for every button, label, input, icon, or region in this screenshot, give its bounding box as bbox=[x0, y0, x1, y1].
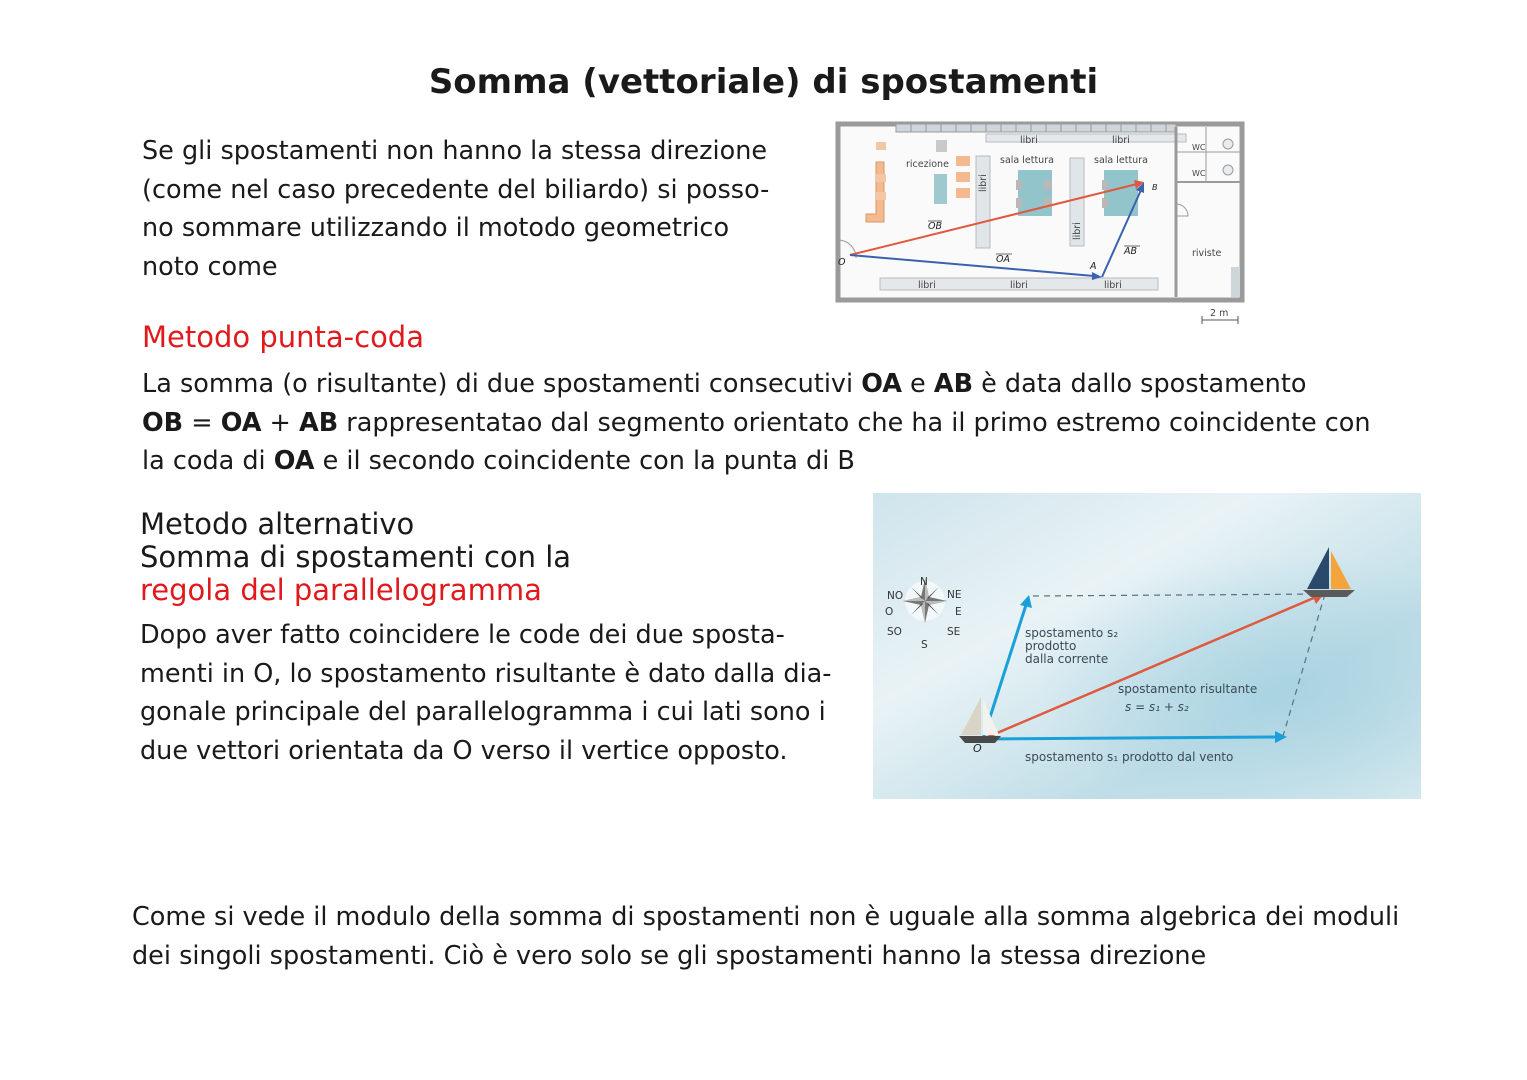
method2-line: gonale principale del parallelogramma i cui lati sono i bbox=[140, 697, 826, 727]
label-riviste: riviste bbox=[1192, 248, 1222, 259]
vector-s1-line bbox=[983, 737, 1278, 739]
label-ricezione: ricezione bbox=[906, 159, 949, 170]
label-vector-oa: OA bbox=[996, 254, 1010, 265]
label-libri-vertical: libri bbox=[978, 174, 989, 192]
label-current-2: prodotto bbox=[1025, 639, 1077, 653]
compass-o: O bbox=[885, 606, 894, 618]
wc-fixture bbox=[1223, 165, 1233, 175]
window-strip bbox=[1231, 267, 1240, 297]
label-wc: WC bbox=[1192, 143, 1206, 152]
chair-shape bbox=[956, 188, 970, 198]
method2-line: due vettori orientata da O verso il vertice opposto. bbox=[140, 735, 788, 766]
bookshelf bbox=[976, 156, 990, 248]
chair-shape bbox=[876, 174, 886, 182]
compass-ne: NE bbox=[947, 589, 962, 601]
conclusion-line: Come si vede il modulo della somma di spostamenti non è uguale alla somma algebrica dei moduli bbox=[132, 902, 1400, 932]
method1-line: la coda di OA e il secondo coincidente con la punta di B bbox=[142, 446, 855, 476]
label-current-1: spostamento s₂ bbox=[1025, 626, 1119, 640]
label-sala-lettura: sala lettura bbox=[1000, 155, 1054, 166]
label-point-o: O bbox=[838, 257, 846, 268]
chair-shape bbox=[876, 192, 886, 200]
label-libri: libri bbox=[1010, 280, 1028, 291]
page-title: Somma (vettoriale) di spostamenti bbox=[428, 62, 1099, 102]
compass-se: SE bbox=[947, 626, 961, 638]
label-wc: WC bbox=[1192, 169, 1206, 178]
method2-paragraph bbox=[140, 616, 850, 770]
intro-line: (come nel caso precedente del biliardo) si posso- bbox=[142, 174, 770, 205]
intro-line: Se gli spostamenti non hanno la stessa direzione bbox=[142, 136, 768, 166]
wc-fixture bbox=[1223, 139, 1233, 149]
label-libri: libri bbox=[1020, 135, 1038, 146]
method1-line: OB = OA + AB rappresentatao dal segmento orientato che ha il primo estremo coincidente con bbox=[142, 407, 1371, 438]
chair-shape bbox=[956, 156, 970, 166]
compass-no: NO bbox=[887, 590, 904, 602]
compass-n: N bbox=[920, 576, 928, 588]
intro-line: no sommare utilizzando il motodo geometrico bbox=[142, 213, 730, 243]
label-libri: libri bbox=[1112, 135, 1130, 146]
label-sala-lettura: sala lettura bbox=[1094, 155, 1148, 166]
label-vector-ob: OB bbox=[928, 221, 942, 232]
intro-line: noto come bbox=[142, 251, 278, 282]
label-libri: libri bbox=[1104, 280, 1122, 291]
reception-counter bbox=[934, 174, 947, 204]
compass-e: E bbox=[955, 606, 962, 618]
method1-paragraph bbox=[142, 365, 1482, 481]
conclusion-paragraph bbox=[132, 898, 1472, 975]
method1-heading: Metodo punta-coda bbox=[142, 320, 424, 354]
label-point-b: B bbox=[1152, 183, 1158, 192]
label-result-1: spostamento risultante bbox=[1118, 682, 1258, 696]
method1-line: La somma (o risultante) di due spostamenti consecutivi OA e AB è data dallo spostamento bbox=[142, 369, 1307, 399]
library-floorplan-figure bbox=[836, 122, 1244, 330]
chair-shape bbox=[936, 140, 947, 152]
label-current-3: dalla corrente bbox=[1025, 652, 1109, 666]
chair-shape bbox=[876, 142, 886, 150]
label-wind: spostamento s₁ prodotto dal vento bbox=[1025, 750, 1234, 764]
label-vector-ab: AB bbox=[1124, 246, 1138, 257]
label-origin: O bbox=[973, 742, 982, 755]
compass-s: S bbox=[921, 639, 928, 651]
compass-so: SO bbox=[887, 626, 902, 638]
label-point-a: A bbox=[1090, 261, 1097, 272]
label-result-2: s = s₁ + s₂ bbox=[1125, 700, 1189, 714]
method2-line: menti in O, lo spostamento risultante è dato dalla dia- bbox=[140, 658, 832, 689]
label-libri: libri bbox=[918, 280, 936, 291]
method2-heading-line: Somma di spostamenti con la bbox=[140, 540, 572, 574]
method2-heading-line: Metodo alternativo bbox=[140, 507, 415, 541]
label-libri-vertical: libri bbox=[1072, 222, 1083, 240]
top-shelf bbox=[986, 134, 1186, 142]
method2-heading-line: regola del parallelogramma bbox=[140, 573, 542, 607]
parallelogram-sea-figure bbox=[873, 493, 1421, 799]
intro-paragraph bbox=[142, 132, 822, 286]
method2-line: Dopo aver fatto coincidere le code dei due sposta- bbox=[140, 620, 785, 650]
window-strip bbox=[896, 124, 1176, 132]
method2-heading bbox=[140, 508, 571, 607]
chair-shape bbox=[956, 172, 970, 182]
conclusion-line: dei singoli spostamenti. Ciò è vero solo se gli spostamenti hanno la stessa direzione bbox=[132, 940, 1207, 971]
label-scale: 2 m bbox=[1210, 308, 1229, 319]
